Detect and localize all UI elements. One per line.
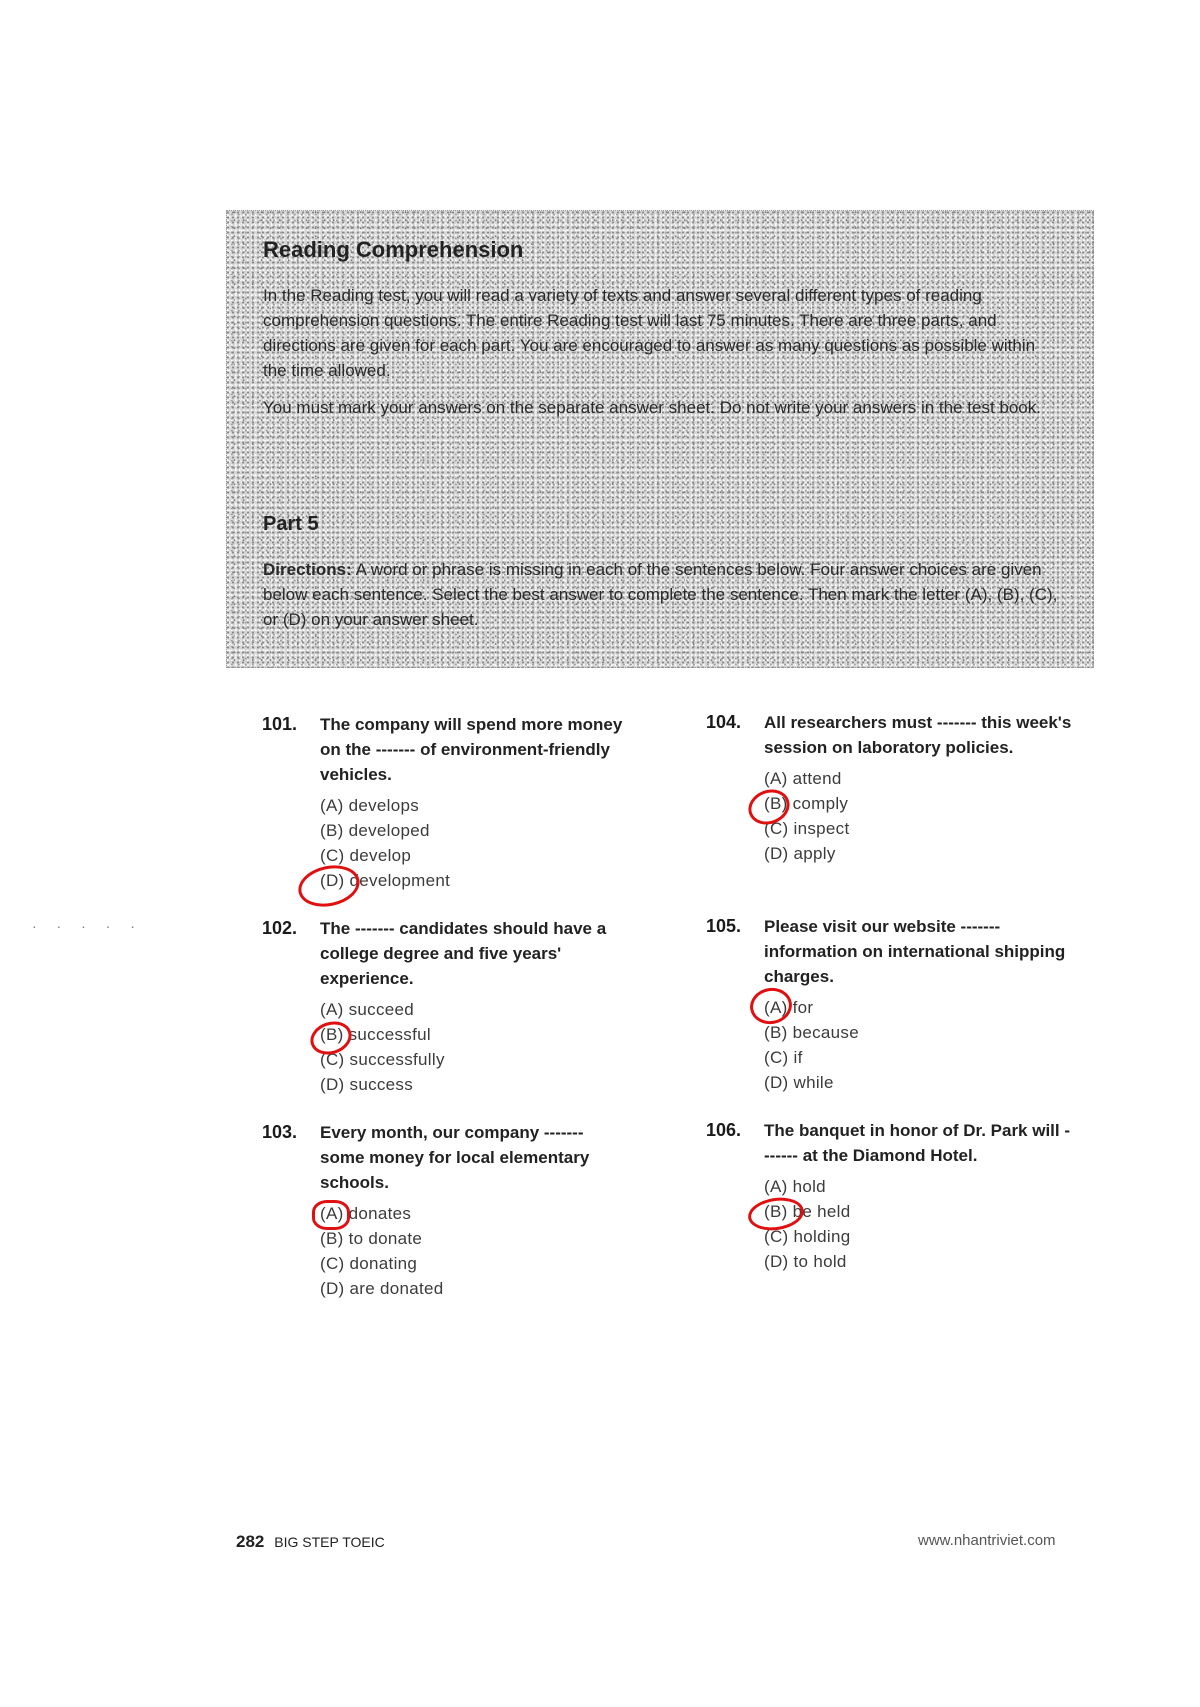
answer-choices [764,1174,1086,1274]
book-title: BIG STEP TOEIC [274,1534,385,1550]
choice-a[interactable]: (A) donates [320,1204,412,1223]
choice-d[interactable]: (D) while [764,1073,834,1092]
choice-b[interactable]: (B) developed [320,821,430,840]
choice-a[interactable]: (A) for [764,998,814,1017]
question-106 [706,1118,1086,1274]
margin-scan-dots: · · · · · [32,918,143,934]
instruction-paragraph: You must mark your answers on the separate answer sheet. Do not write your answers in the test book. [263,398,1041,417]
choice-c[interactable]: (C) donating [320,1254,418,1273]
reading-intro-box [226,210,1094,668]
question-104 [706,710,1086,866]
choice-b[interactable]: (B) because [764,1023,859,1042]
answer-choices [764,766,1086,866]
choice-c[interactable]: (C) holding [764,1227,851,1246]
question-text: The ------- candidates should have a college degree and five years' experience. [320,919,607,988]
choice-a[interactable]: (A) succeed [320,1000,415,1019]
question-text: All researchers must ------- this week's session on laboratory policies. [764,713,1072,757]
page-footer-left [236,1532,385,1552]
choice-b[interactable]: (B) be held [764,1202,851,1221]
question-number: 106. [706,1120,742,1140]
question-101 [262,712,642,893]
intro-paragraph: In the Reading test, you will read a variety of texts and answer several different types of reading comprehension questions. The entire Reading test will last 75 minutes. There are three parts, and directions are given for each part. You are encouraged to answer as many questions as possible within the time allowed. [263,286,1036,380]
choice-c[interactable]: (C) develop [320,846,412,865]
answer-choices [320,793,642,893]
choice-d[interactable]: (D) success [320,1075,414,1094]
question-number: 102. [262,918,298,938]
question-number: 104. [706,712,742,732]
choice-a[interactable]: (A) hold [764,1177,826,1196]
question-number: 101. [262,714,298,734]
choice-b[interactable]: (B) successful [320,1025,431,1044]
question-number: 103. [262,1122,298,1142]
choice-a[interactable]: (A) attend [764,769,842,788]
choice-b[interactable]: (B) to donate [320,1229,423,1248]
section-title: Reading Comprehension [263,237,524,262]
directions-paragraph [263,557,1063,632]
question-text: Every month, our company ------- some money for local elementary schools. [320,1123,590,1192]
question-102 [262,916,642,1097]
choice-a[interactable]: (A) develops [320,796,420,815]
question-text: Please visit our website ------- information on international shipping charges. [764,917,1066,986]
choice-c[interactable]: (C) successfully [320,1050,445,1069]
directions-label: Directions: [263,560,352,579]
choice-c[interactable]: (C) inspect [764,819,850,838]
question-text: The company will spend more money on the ------- of environment-friendly vehicles. [320,715,623,784]
question-number: 105. [706,916,742,936]
choice-d[interactable]: (D) apply [764,844,836,863]
choice-c[interactable]: (C) if [764,1048,803,1067]
part-title: Part 5 [263,513,319,535]
answer-choices [320,997,642,1097]
answer-choices [764,995,1086,1095]
choice-b[interactable]: (B) comply [764,794,849,813]
directions-text: A word or phrase is missing in each of the sentences below. Four answer choices are given below each sentence. Select the best answer to complete the sentence. Then mark the letter (A), (B), (C), or (D) on your answer sheet. [263,560,1058,629]
publisher-website[interactable]: www.nhantriviet.com [918,1532,1056,1549]
page-number: 282 [236,1532,265,1551]
question-text: The banquet in honor of Dr. Park will ------- at the Diamond Hotel. [764,1121,1071,1165]
answer-mark-103 [312,1200,350,1230]
choice-d[interactable]: (D) to hold [764,1252,847,1271]
choice-d[interactable]: (D) are donated [320,1279,444,1298]
answer-choices [320,1201,642,1301]
choice-d[interactable]: (D) development [320,871,451,890]
